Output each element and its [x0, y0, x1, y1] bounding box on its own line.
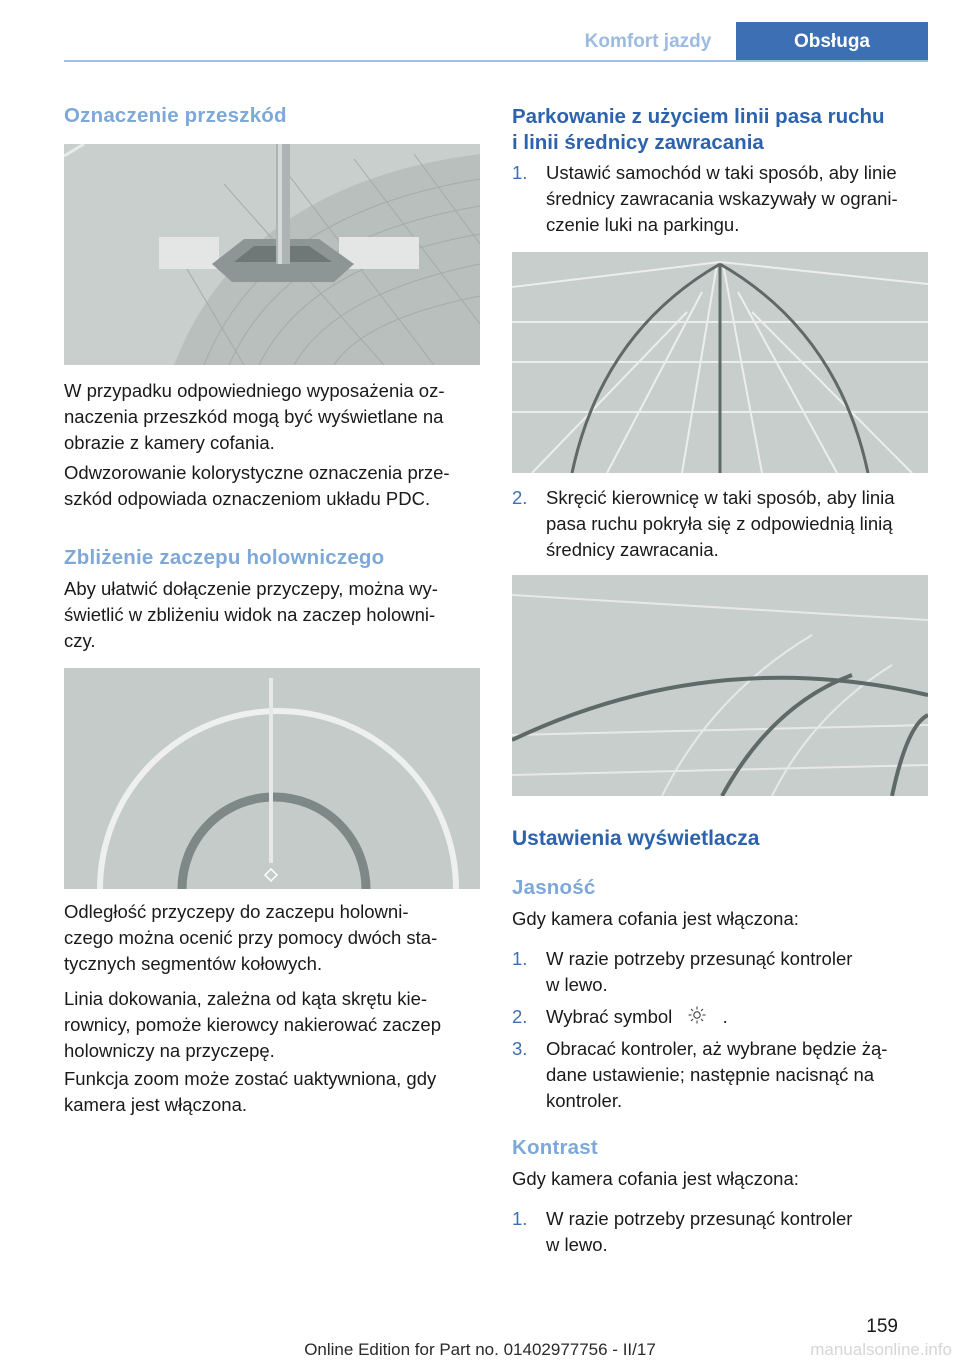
figure-obstacle-marking: [64, 144, 480, 365]
text-line: tycznych segmentów kołowych.: [64, 953, 323, 974]
text-line: świetlić w zbliżeniu widok na zaczep holowni-: [64, 604, 436, 625]
figure-parking-lines: [512, 252, 928, 473]
heading-line: Parkowanie z użyciem linii pasa ruchu: [512, 105, 885, 128]
text-line: Ustawić samochód w taki sposób, aby linie: [546, 162, 897, 183]
watermark: manualsonline.info: [810, 1340, 952, 1359]
left-paragraph-1: [64, 378, 484, 456]
figure-turning-circle: [512, 575, 928, 796]
text-line: średnicy zawracania wskazywały w ograni-: [546, 188, 898, 209]
step-2: [512, 485, 928, 563]
text-line: w lewo.: [546, 1234, 608, 1255]
step-1: [512, 160, 928, 238]
left-heading-2: Zbliżenie zaczepu holowniczego: [64, 546, 385, 569]
text-line: W przypadku odpowiedniego wyposażenia oz-: [64, 380, 445, 401]
text-line: obrazie z kamery cofania.: [64, 432, 275, 453]
brightness-step-3: [512, 1036, 928, 1114]
text-line: W razie potrzeby przesunąć kontroler: [546, 948, 853, 969]
contrast-intro: Gdy kamera cofania jest włączona:: [512, 1168, 799, 1189]
text-line: szkód odpowiada oznaczeniom układu PDC.: [64, 488, 431, 509]
brightness-step-1: [512, 946, 928, 998]
text-line: naczenia przeszkód mogą być wyświetlane na: [64, 406, 444, 427]
heading-line: i linii średnicy zawracania: [512, 131, 764, 154]
text-line: kontroler.: [546, 1090, 623, 1111]
text-line: Obracać kontroler, aż wybrane będzie żą-: [546, 1038, 888, 1059]
step-number: 3.: [512, 1038, 528, 1059]
step-number: 1.: [512, 948, 528, 969]
left-paragraph-2: [64, 460, 484, 512]
left-paragraph-5: [64, 986, 484, 1064]
right-heading-1: [512, 104, 932, 156]
left-heading-1: Oznaczenie przeszkód: [64, 104, 287, 127]
text-line: Linia dokowania, zależna od kąta skrętu kie-: [64, 988, 428, 1009]
left-paragraph-4: [64, 899, 484, 977]
brightness-intro: Gdy kamera cofania jest włączona:: [512, 908, 799, 929]
header-rule: [64, 60, 928, 62]
contrast-step-1: [512, 1206, 928, 1258]
right-heading-3: Jasność: [512, 876, 596, 899]
text-line: W razie potrzeby przesunąć kontroler: [546, 1208, 853, 1229]
text-line: Funkcja zoom może zostać uaktywniona, gdy: [64, 1068, 437, 1089]
page-number: 159: [866, 1316, 898, 1337]
tab-obsluga[interactable]: Obsługa: [736, 22, 928, 62]
text-line: rownicy, pomoże kierowcy nakierować zaczep: [64, 1014, 442, 1035]
edition-footer: Online Edition for Part no. 01402977756 - II/17: [304, 1340, 656, 1359]
brightness-step-2: [512, 1004, 928, 1031]
text-line: pasa ruchu pokryła się z odpowiednią linią: [546, 513, 893, 534]
text-line: Odległość przyczepy do zaczepu holowni-: [64, 901, 409, 922]
step-number: 1.: [512, 162, 528, 183]
text-line: Odwzorowanie kolorystyczne oznaczenia prze-: [64, 462, 450, 483]
figure-hitch-zoom: [64, 668, 480, 889]
text-line: czego można ocenić przy pomocy dwóch sta-: [64, 927, 438, 948]
text-line: w lewo.: [546, 974, 608, 995]
text-line: Aby ułatwić dołączenie przyczepy, można wy-: [64, 578, 438, 599]
tab-komfort-jazdy[interactable]: Komfort jazdy: [584, 31, 712, 52]
step-number: 2.: [512, 1006, 528, 1027]
text-line: czenie luki na parkingu.: [546, 214, 740, 235]
step-number: 2.: [512, 487, 528, 508]
step-number: 1.: [512, 1208, 528, 1229]
text-line: czy.: [64, 630, 96, 651]
text-line: holowniczy na przyczepę.: [64, 1040, 275, 1061]
right-heading-2: Ustawienia wyświetlacza: [512, 827, 760, 850]
text-inline: .: [722, 1006, 728, 1027]
right-heading-4: Kontrast: [512, 1136, 598, 1159]
text-line: Skręcić kierownicę w taki sposób, aby linia: [546, 487, 895, 508]
text-line: dane ustawienie; następnie nacisnąć na: [546, 1064, 875, 1085]
text-inline: Wybrać symbol: [546, 1006, 673, 1027]
left-paragraph-3: [64, 576, 484, 654]
sun-brightness-icon: [677, 1005, 717, 1031]
left-paragraph-6: [64, 1066, 484, 1118]
text-line: kamera jest włączona.: [64, 1094, 248, 1115]
text-line: średnicy zawracania.: [546, 539, 719, 560]
